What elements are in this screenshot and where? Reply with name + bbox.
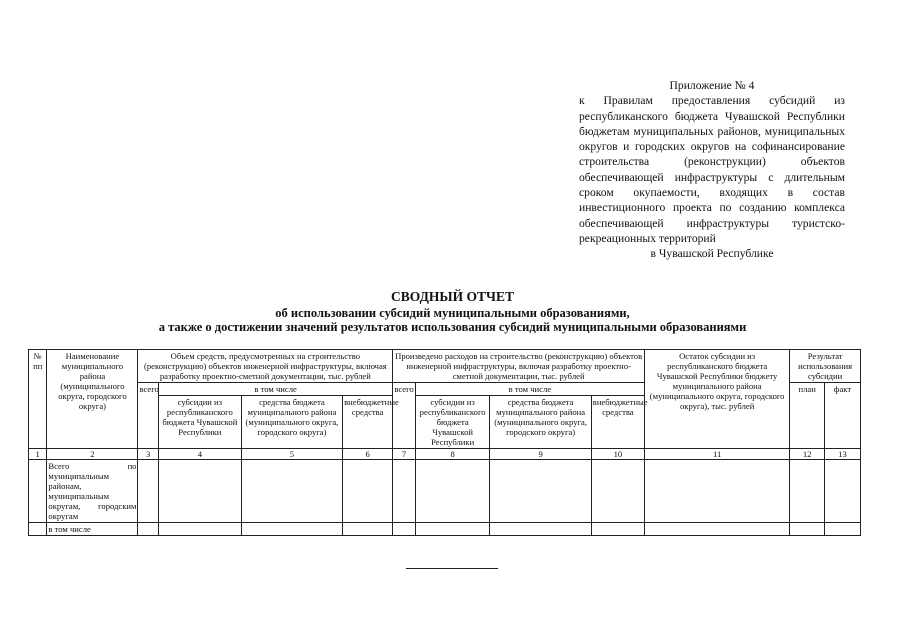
table-cell — [591, 523, 644, 536]
header-volume-total: всего — [138, 383, 158, 449]
appendix-tail: в Чувашской Республике — [650, 247, 774, 261]
column-number-7: 7 — [393, 449, 416, 460]
header-result-plan: план — [790, 383, 825, 449]
report-table — [28, 349, 861, 536]
appendix-body: к Правилам предоставления субсидий из республиканского бюджета Чувашской Республики бюджетам муниципальных районов, муниципальных округов и городских округов на софинансирование строительства (реконструкции) объектов обеспечивающей инфраструктуры с длительным сроком окупаемости, входящих в состав инвестиционного проекта по созданию комплекса обеспечивающей инфраструктуры туристско-рекреационных территорий — [579, 94, 845, 245]
header-spent-including: в том числе — [415, 383, 644, 396]
column-number-12: 12 — [790, 449, 825, 460]
column-number-1: 1 — [29, 449, 47, 460]
column-number-10: 10 — [591, 449, 644, 460]
table-cell — [825, 460, 861, 523]
table-cell — [644, 460, 789, 523]
report-subtitle-2: а также о достижении значений результатов использования субсидий муниципальными образованиями — [158, 320, 747, 334]
header-municipality-name: Наименование муниципального района (муниципального округа, городского округа) — [47, 350, 138, 449]
table-cell — [343, 460, 393, 523]
column-number-9: 9 — [490, 449, 591, 460]
table-cell — [644, 523, 789, 536]
header-spent-total: всего — [393, 383, 416, 449]
header-spent-extrabudgetary: внебюджетные средства — [591, 396, 644, 449]
column-number-3: 3 — [138, 449, 158, 460]
header-planned-volume: Объем средств, предусмотренных на строительство (реконструкцию) объектов инженерной инфраструктуры, включая разработку проектно-сметной документации, тыс. рублей — [138, 350, 393, 383]
header-subsidy-balance: Остаток субсидии из республиканского бюджета Чувашской Республики бюджету муниципального района (муниципального округа, городского округа), тыс. рублей — [644, 350, 789, 449]
table-cell — [29, 523, 47, 536]
table-cell — [790, 460, 825, 523]
table-cell — [393, 460, 416, 523]
table-cell — [241, 523, 342, 536]
footnote-separator-line — [406, 568, 498, 569]
report-title: СВОДНЫЙ ОТЧЕТ — [391, 289, 514, 304]
header-result: Результат использования субсидии — [790, 350, 861, 383]
table-cell — [29, 460, 47, 523]
table-cell — [138, 460, 158, 523]
table-cell — [158, 460, 241, 523]
appendix-heading: Приложение № 4 — [669, 79, 755, 92]
column-number-2: 2 — [47, 449, 138, 460]
table-cell — [241, 460, 342, 523]
table-cell — [158, 523, 241, 536]
column-number-11: 11 — [644, 449, 789, 460]
row-total-label: Всего по муниципальным районам, муниципальным округам, городским округам — [48, 461, 137, 521]
column-number-4: 4 — [158, 449, 241, 460]
header-volume-extrabudgetary: внебюджетные средства — [343, 396, 393, 449]
table-row-including — [29, 523, 861, 536]
table-cell — [490, 460, 591, 523]
column-number-13: 13 — [825, 449, 861, 460]
table-cell — [825, 523, 861, 536]
table-cell — [490, 523, 591, 536]
header-number: № пп — [29, 350, 47, 449]
header-result-fact: факт — [825, 383, 861, 449]
header-volume-including: в том числе — [158, 383, 392, 396]
table-cell — [415, 460, 490, 523]
table-cell — [138, 523, 158, 536]
header-spent-municipal-funds: средства бюджета муниципального района (муниципального округа, городского округа) — [490, 396, 591, 449]
table-cell — [343, 523, 393, 536]
table-cell — [415, 523, 490, 536]
table-cell — [790, 523, 825, 536]
header-volume-republic-subsidy: субсидии из республиканского бюджета Чувашской Республики — [158, 396, 241, 449]
table-row-total — [29, 460, 861, 523]
appendix-block — [579, 78, 845, 262]
header-volume-municipal-funds: средства бюджета муниципального района (муниципального округа, городского округа) — [241, 396, 342, 449]
column-number-5: 5 — [241, 449, 342, 460]
report-subtitle-1: об использовании субсидий муниципальными образованиями, — [275, 306, 630, 320]
header-spent-republic-subsidy: субсидии из республиканского бюджета Чувашской Республики — [415, 396, 490, 449]
column-number-6: 6 — [343, 449, 393, 460]
table-cell — [591, 460, 644, 523]
table-cell — [393, 523, 416, 536]
row-including-label: в том числе — [47, 523, 138, 536]
header-spent: Произведено расходов на строительство (реконструкцию) объектов инженерной инфраструктуры, включая разработку проектно-сметной документации, тыс. рублей — [393, 350, 645, 383]
column-number-8: 8 — [415, 449, 490, 460]
